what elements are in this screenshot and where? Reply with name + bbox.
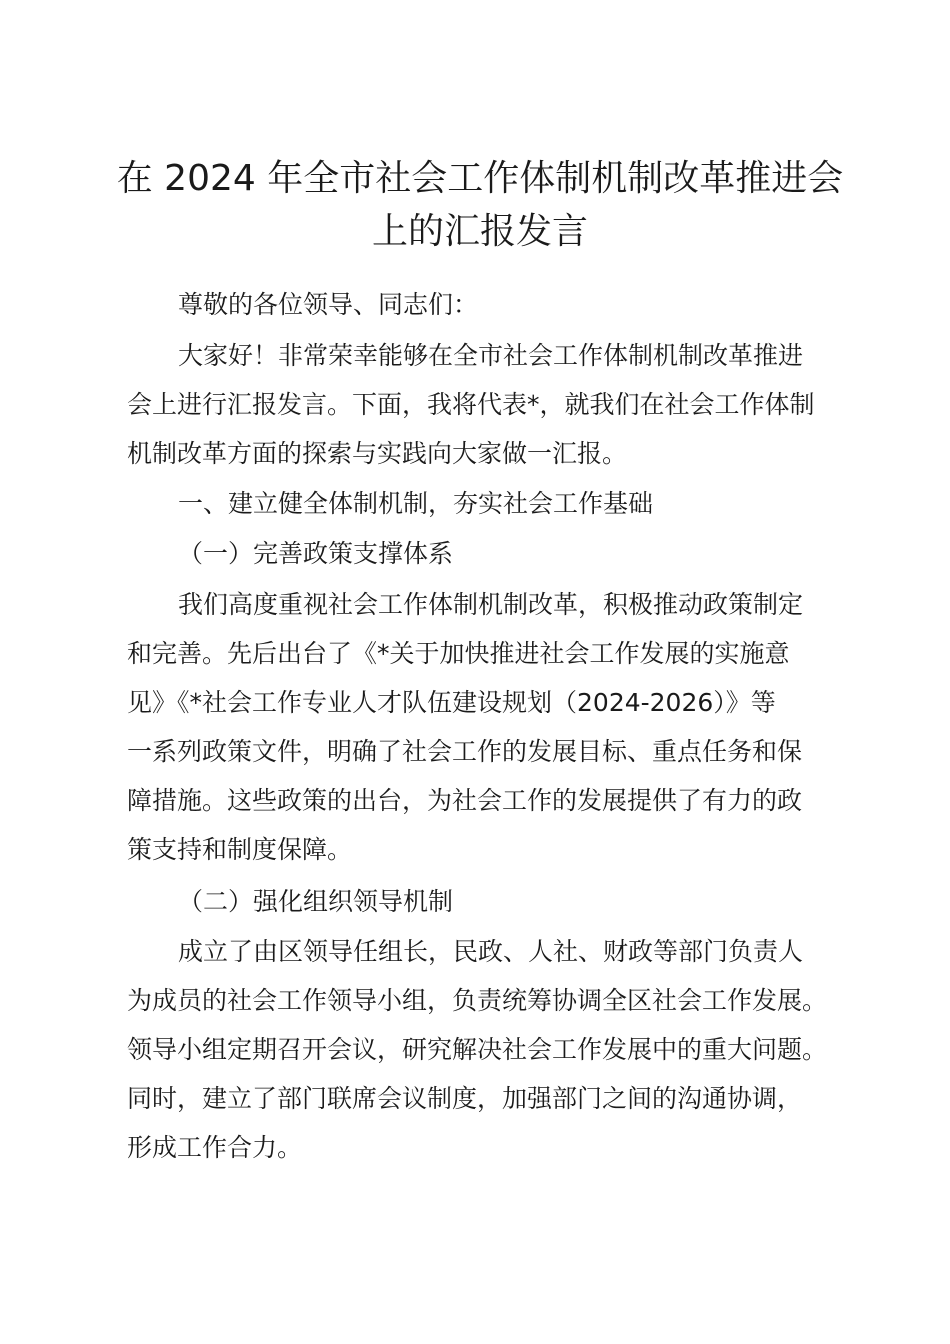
policy-paragraph xyxy=(127,580,837,874)
paragraph-line: 和完善。先后出台了《*关于加快推进社会工作发展的实施意 xyxy=(127,639,790,668)
section-heading-1 xyxy=(127,479,837,528)
paragraph-line: 见》《*社会工作专业人才队伍建设规划（2024-2026）》等 xyxy=(127,688,776,717)
document-title-line-2: 上的汇报发言 xyxy=(371,211,588,252)
paragraph-line: 形成工作合力。 xyxy=(127,1133,303,1162)
organization-paragraph xyxy=(127,927,837,1172)
subsection-heading-1 xyxy=(127,529,837,578)
section-heading-text: 一、建立健全体制机制，夯实社会工作基础 xyxy=(178,489,654,518)
paragraph-line: 会上进行汇报发言。下面，我将代表*，就我们在社会工作体制 xyxy=(127,390,815,419)
paragraph-line: 同时，建立了部门联席会议制度，加强部门之间的沟通协调， xyxy=(127,1084,803,1113)
subsection-heading-text: （一）完善政策支撑体系 xyxy=(178,539,454,568)
greeting-paragraph xyxy=(127,280,837,329)
paragraph-line: 一系列政策文件，明确了社会工作的发展目标、重点任务和保 xyxy=(127,737,803,766)
paragraph-line: 我们高度重视社会工作体制机制改革，积极推动政策制定 xyxy=(178,590,804,619)
paragraph-line: 成立了由区领导任组长，民政、人社、财政等部门负责人 xyxy=(178,937,804,966)
paragraph-line: 策支持和制度保障。 xyxy=(127,835,353,864)
document-title-line-1: 在 2024 年全市社会工作体制机制改革推进会 xyxy=(116,158,844,199)
paragraph-line: 机制改革方面的探索与实践向大家做一汇报。 xyxy=(127,439,628,468)
greeting-text: 尊敬的各位领导、同志们： xyxy=(178,290,479,319)
subsection-heading-text: （二）强化组织领导机制 xyxy=(178,887,454,916)
paragraph-line: 领导小组定期召开会议，研究解决社会工作发展中的重大问题。 xyxy=(127,1035,828,1064)
intro-paragraph xyxy=(127,331,837,478)
subsection-heading-2 xyxy=(127,877,837,926)
paragraph-line: 为成员的社会工作领导小组，负责统筹协调全区社会工作发展。 xyxy=(127,986,828,1015)
paragraph-line: 障措施。这些政策的出台，为社会工作的发展提供了有力的政 xyxy=(127,786,803,815)
paragraph-line: 大家好！非常荣幸能够在全市社会工作体制机制改革推进 xyxy=(178,341,804,370)
